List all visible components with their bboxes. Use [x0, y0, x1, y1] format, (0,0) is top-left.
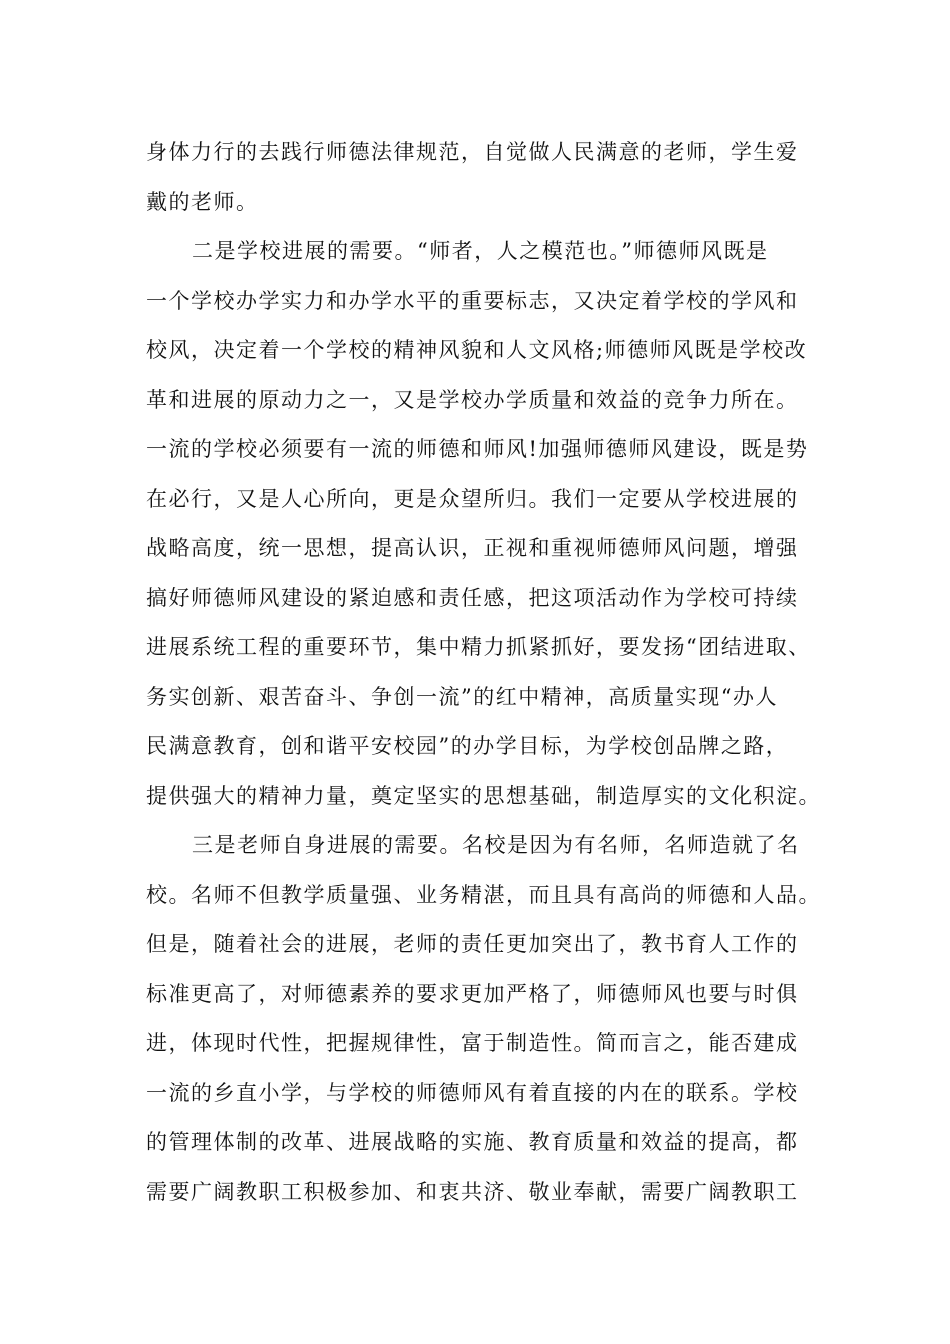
paragraph-start-line: 三是老师自身进展的需要。名校是因为有名师，名师造就了名 — [192, 833, 800, 857]
text-line: 一流的乡直小学，与学校的师德师风有着直接的内在的联系。学校 — [146, 1080, 799, 1105]
document-body — [146, 128, 826, 1217]
text-line: 一个学校办学实力和办学水平的重要标志，又决定着学校的学风和 — [146, 288, 799, 313]
text-line: 战略高度，统一思想，提高认识，正视和重视师德师风问题，增强 — [146, 536, 799, 560]
text-line: 一流的学校必须要有一流的师德和师风!加强师德师风建设，既是势 — [146, 437, 809, 461]
text-line: 进，体现时代性，把握规律性，富于制造性。简而言之，能否建成 — [146, 1031, 799, 1055]
text-line: 需要广阔教职工积极参加、和衷共济、敬业奉献，需要广阔教职工 — [146, 1179, 799, 1204]
text-line: 但是，随着社会的进展，老师的责任更加突出了，教书育人工作的 — [146, 932, 799, 956]
text-line: 校。名师不但教学质量强、业务精湛，而且具有高尚的师德和人品。 — [146, 882, 821, 907]
text-line: 进展系统工程的重要环节，集中精力抓紧抓好，要发扬“团结进取、 — [146, 635, 811, 659]
paragraph-start-line: 二是学校进展的需要。“师者，人之模范也。”师德师风既是 — [192, 239, 769, 263]
text-line: 校风，决定着一个学校的精神风貌和人文风格;师德师风既是学校改 — [146, 338, 808, 362]
text-line: 在必行，又是人心所向，更是众望所归。我们一定要从学校进展的 — [146, 486, 799, 511]
text-line: 身体力行的去践行师德法律规范，自觉做人民满意的老师，学生爱 — [146, 140, 799, 164]
text-line: 戴的老师。 — [146, 189, 259, 214]
text-line: 民满意教育，创和谐平安校园”的办学目标，为学校创品牌之路， — [146, 734, 789, 758]
text-line: 革和进展的原动力之一，又是学校办学质量和效益的竞争力所在。 — [146, 387, 799, 412]
text-line: 提供强大的精神力量，奠定坚实的思想基础，制造厚实的文化积淀。 — [146, 783, 821, 808]
text-line: 标准更高了，对师德素养的要求更加严格了，师德师风也要与时俱 — [146, 981, 799, 1006]
text-line: 搞好师德师风建设的紧迫感和责任感，把这项活动作为学校可持续 — [146, 585, 799, 610]
text-line: 的管理体制的改革、进展战略的实施、教育质量和效益的提高，都 — [146, 1130, 799, 1154]
text-line: 务实创新、艰苦奋斗、争创一流”的红中精神，高质量实现“办人 — [146, 684, 778, 709]
